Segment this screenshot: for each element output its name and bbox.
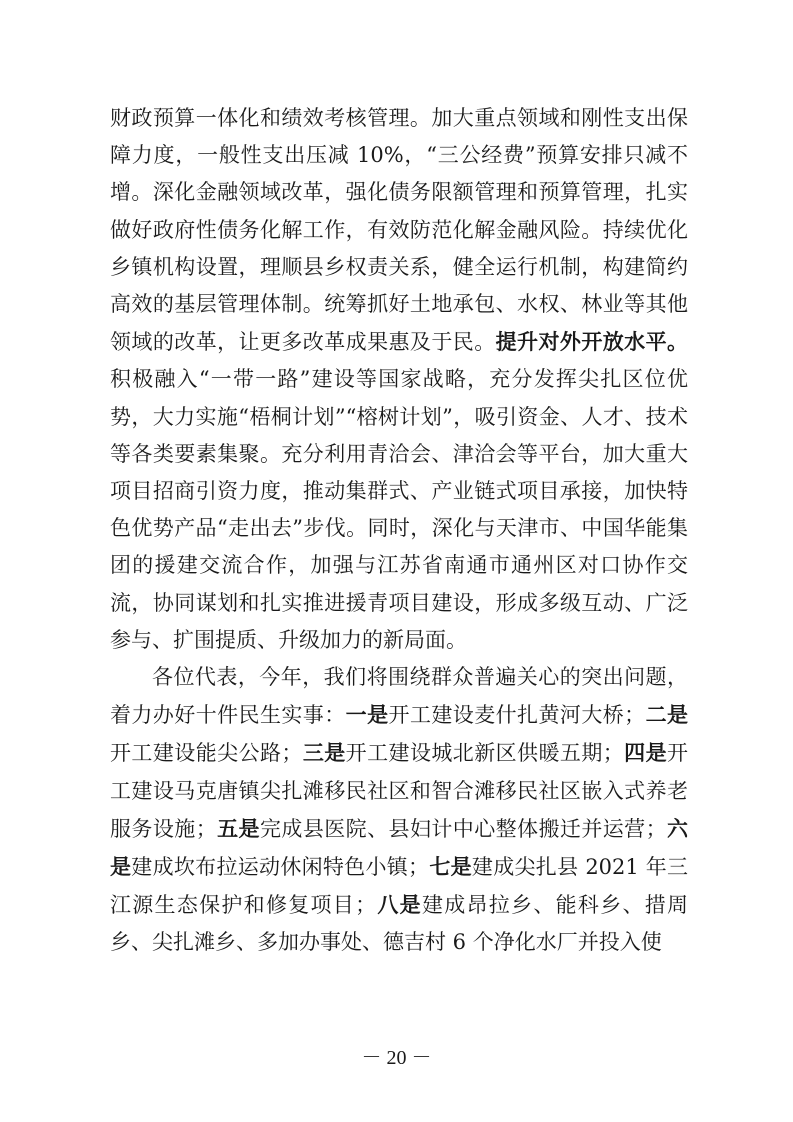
text-run: 开工建设马克唐镇尖扎滩移民社区和智合滩移民社区嵌入式养老服务设施； [110, 741, 689, 841]
bold-run: 一是 [345, 702, 389, 728]
bold-run: 三是 [302, 740, 346, 766]
text-run: 建成坎布拉运动休闲特色小镇； [131, 855, 430, 880]
bold-run: 八是 [376, 892, 422, 918]
text-run: 完成县医院、县妇计中心整体搬迁并运营； [259, 816, 667, 841]
bold-run: 二是 [645, 702, 689, 728]
bold-run: 六是 [110, 815, 689, 880]
body-text [110, 100, 688, 962]
bold-run: 七是 [429, 854, 472, 880]
text-run: 开工建设麦什扎黄河大桥； [388, 703, 646, 728]
page-number: － 20 － [361, 1047, 432, 1069]
text-run: 各位代表，今年，我们将围绕群众普遍关心的突出问题，着力办好十件民生实事： [110, 665, 688, 728]
paragraph [110, 100, 688, 659]
bold-run: 提升对外开放水平。 [495, 329, 689, 355]
bold-run: 四是 [623, 740, 668, 766]
paragraph [110, 659, 688, 962]
bold-run: 五是 [216, 815, 260, 841]
text-run: 建成昂拉乡、能科乡、措周乡、尖扎滩乡、多加办事处、德吉村 6 个净化水厂并投入使 [110, 893, 689, 955]
text-run: 建成尖扎县 2021 年三江源生态保护和修复项目； [110, 855, 689, 918]
text-run: 积极融入“一带一路”建设等国家战略，充分发挥尖扎区位优势，大力实施“梧桐计划”“榕树计划”，吸引资金、人才、技术等各类要素集聚。充分利用青洽会、津洽会等平台，加大重大项目招商引资力度，推动集群式、产业链式项目承接，加快特色优势产品“走出去”步伐。同时，深化与天津市、中国华能集团的援建交流合作，加强与江苏省南通市通州区对口协作交流，协同谋划和扎实推进援青项目建设，形成多级互动、广泛参与、扩围提质、升级加力的新局面。 [110, 367, 688, 652]
text-run: 开工建设城北新区供暖五期； [345, 741, 624, 766]
text-run: 财政预算一体化和绩效考核管理。加大重点领域和刚性支出保障力度，一般性支出压减 10%，“三公经费”预算安排只减不增。深化金融领域改革，强化债务限额管理和预算管理，扎实做好政府性债务化解工作，有效防范化解金融风险。持续优化乡镇机构设置，理顺县乡权责关系，健全运行机制，构建简约高效的基层管理体制。统筹抓好土地承包、水权、林业等其他领域的改革，让更多改革成果惠及于民。 [110, 106, 688, 355]
text-run: 开工建设能尖公路； [110, 741, 303, 766]
